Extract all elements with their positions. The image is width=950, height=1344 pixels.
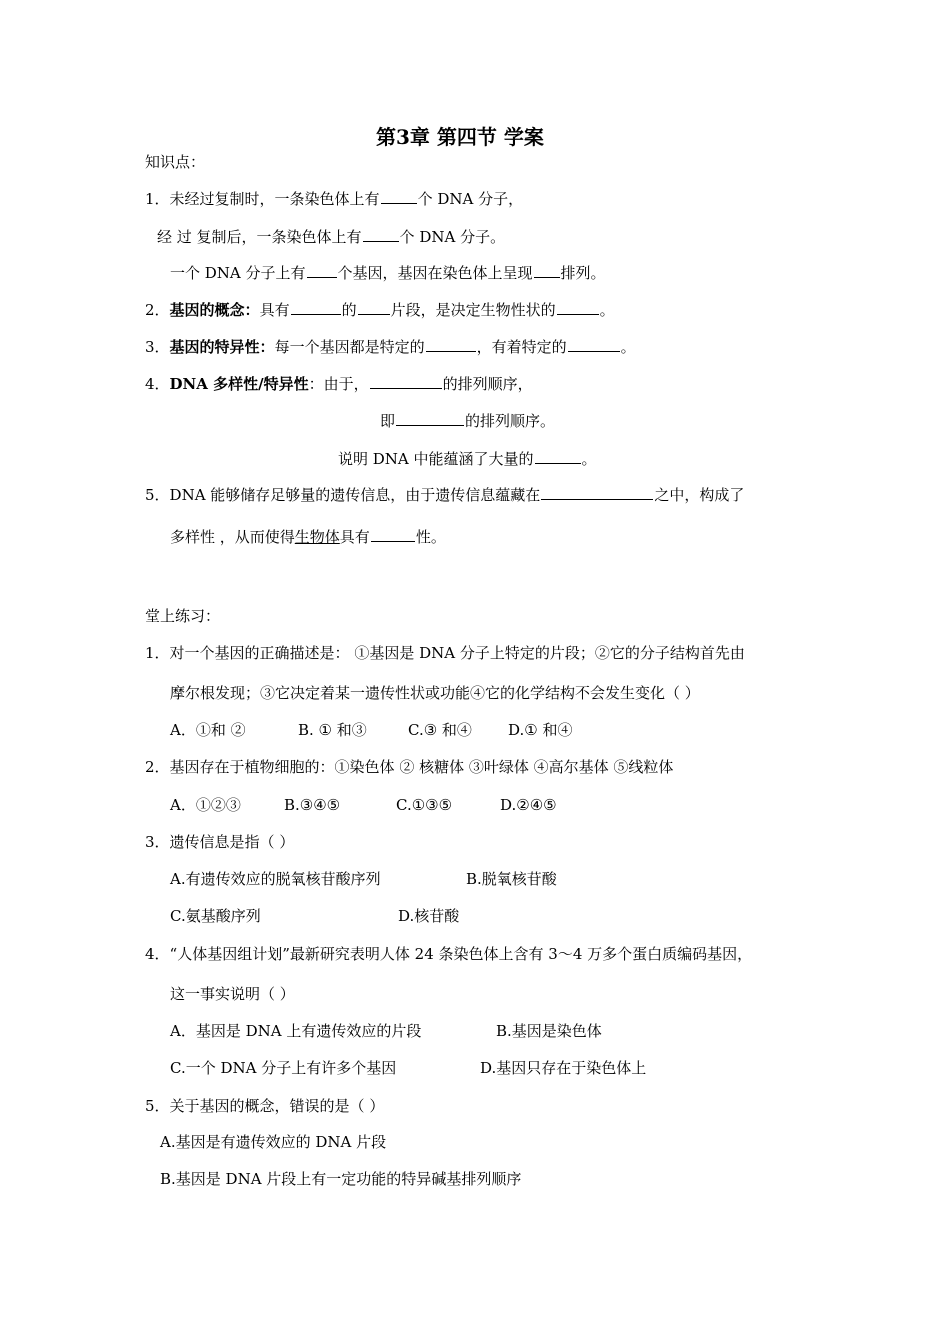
option-b: B.③④⑤ bbox=[284, 796, 341, 814]
knowledge-q4-line3 bbox=[338, 448, 597, 469]
question-number: 1． bbox=[145, 644, 170, 662]
text: 关于基因的概念，错误的是（ ） bbox=[169, 1097, 385, 1115]
text: “人体基因组计划”最新研究表明人体 24 条染色体上含有 3～4 万多个蛋白质编码基因， bbox=[169, 945, 753, 963]
knowledge-q1-line2 bbox=[157, 226, 505, 247]
question-number: 3． bbox=[145, 338, 170, 356]
fill-blank bbox=[568, 336, 620, 352]
text: 个 DNA 分子。 bbox=[399, 228, 506, 246]
option-b: B.脱氧核苷酸 bbox=[466, 870, 557, 888]
practice-q5-option-b: B.基因是 DNA 片段上有一定功能的特异碱基排列顺序 bbox=[160, 1170, 522, 1188]
practice-heading: 堂上练习： bbox=[145, 607, 221, 625]
practice-q4-options-row2 bbox=[170, 1058, 770, 1078]
text: 的 bbox=[341, 301, 357, 319]
practice-q1-line2: 摩尔根发现；③它决定着某一遗传性状或功能④它的化学结构不会发生变化（ ） bbox=[170, 684, 700, 702]
text: DNA 能够储存足够量的遗传信息，由于遗传信息蕴藏在 bbox=[169, 486, 541, 504]
knowledge-q5-line2 bbox=[170, 526, 446, 547]
knowledge-q3 bbox=[145, 336, 636, 357]
underlined-text: 生物体 bbox=[294, 528, 340, 546]
practice-q2-line1 bbox=[145, 757, 673, 777]
fill-blank bbox=[358, 299, 390, 315]
fill-blank bbox=[535, 448, 581, 464]
text: 基因存在于植物细胞的：①染色体 ② 核糖体 ③叶绿体 ④高尔基体 ⑤线粒体 bbox=[169, 758, 674, 776]
practice-q4-options-row1 bbox=[170, 1021, 770, 1041]
option-d: D.核苷酸 bbox=[398, 907, 460, 925]
knowledge-q4-line2 bbox=[380, 410, 555, 431]
text: 。 bbox=[581, 450, 597, 468]
option-c: C.①③⑤ bbox=[396, 796, 453, 814]
term-bold: 基因的特异性： bbox=[169, 338, 275, 356]
text: 性。 bbox=[415, 528, 446, 546]
fill-blank bbox=[534, 262, 560, 278]
text: 经 过 复制后，一条染色体上有 bbox=[157, 228, 362, 246]
knowledge-heading: 知识点： bbox=[145, 153, 206, 171]
practice-q3-options-row1 bbox=[170, 869, 770, 889]
question-number: 5． bbox=[145, 486, 170, 504]
practice-q5-line1 bbox=[145, 1096, 384, 1116]
fill-blank bbox=[381, 188, 417, 204]
fill-blank bbox=[396, 410, 464, 426]
fill-blank bbox=[426, 336, 476, 352]
option-c: C.氨基酸序列 bbox=[170, 907, 261, 925]
text: 片段，是决定生物性状的 bbox=[390, 301, 556, 319]
practice-q2-options bbox=[170, 795, 770, 815]
question-number: 2． bbox=[145, 758, 170, 776]
option-a: A.有遗传效应的脱氧核苷酸序列 bbox=[170, 870, 381, 888]
option-d: D.① 和④ bbox=[508, 721, 573, 739]
question-number: 2． bbox=[145, 301, 170, 319]
page-title: 第3章 第四节 学案 bbox=[376, 125, 544, 149]
text: 遗传信息是指（ ） bbox=[169, 833, 295, 851]
question-number: 1． bbox=[145, 190, 170, 208]
text: 说明 DNA 中能蕴涵了大量的 bbox=[338, 450, 534, 468]
knowledge-q4-line1 bbox=[145, 373, 533, 394]
text: 。 bbox=[599, 301, 615, 319]
option-c: C.③ 和④ bbox=[408, 721, 472, 739]
text: 排列。 bbox=[560, 264, 606, 282]
option-d: D.基因只存在于染色体上 bbox=[480, 1059, 647, 1077]
option-b: B.基因是染色体 bbox=[496, 1022, 602, 1040]
question-number: 5． bbox=[145, 1097, 170, 1115]
term-bold: 基因的概念： bbox=[169, 301, 260, 319]
text: 个基因，基因在染色体上呈现 bbox=[337, 264, 533, 282]
knowledge-q1-line3 bbox=[170, 262, 606, 283]
option-b: B. ① 和③ bbox=[298, 721, 367, 739]
knowledge-q5-line1 bbox=[145, 484, 744, 505]
practice-q1-line1 bbox=[145, 643, 745, 663]
practice-q3-options-row2 bbox=[170, 906, 770, 926]
practice-q4-line1 bbox=[145, 944, 752, 964]
option-a: A．①②③ bbox=[170, 796, 241, 814]
question-number: 4． bbox=[145, 375, 170, 393]
text: 个 DNA 分子， bbox=[417, 190, 524, 208]
text: 。 bbox=[620, 338, 636, 356]
fill-blank bbox=[371, 526, 415, 542]
practice-q5-option-a: A.基因是有遗传效应的 DNA 片段 bbox=[160, 1133, 387, 1151]
fill-blank bbox=[307, 262, 337, 278]
term-bold: DNA 多样性/特异性 bbox=[169, 375, 309, 393]
question-number: 3． bbox=[145, 833, 170, 851]
text: 具有 bbox=[259, 301, 290, 319]
fill-blank bbox=[557, 299, 599, 315]
fill-blank bbox=[541, 484, 653, 500]
text: 一个 DNA 分子上有 bbox=[170, 264, 306, 282]
option-c: C.一个 DNA 分子上有许多个基因 bbox=[170, 1059, 397, 1077]
practice-q3-line1 bbox=[145, 832, 294, 852]
practice-q1-options bbox=[170, 720, 770, 740]
text: 多样性 ，从而使得 bbox=[170, 528, 295, 546]
text: 对一个基因的正确描述是： ①基因是 DNA 分子上特定的片段；②它的分子结构首先由 bbox=[169, 644, 745, 662]
practice-q4-line2: 这一事实说明（ ） bbox=[170, 985, 295, 1003]
option-a: A．①和 ② bbox=[170, 721, 246, 739]
text: 未经过复制时，一条染色体上有 bbox=[169, 190, 380, 208]
option-d: D.②④⑤ bbox=[500, 796, 557, 814]
text: 具有 bbox=[339, 528, 370, 546]
option-a: A．基因是 DNA 上有遗传效应的片段 bbox=[170, 1022, 422, 1040]
text: 的排列顺序， bbox=[442, 375, 533, 393]
text: 的排列顺序。 bbox=[465, 412, 556, 430]
fill-blank bbox=[370, 373, 442, 389]
knowledge-q1-line1 bbox=[145, 188, 523, 209]
text: 每一个基因都是特定的 bbox=[274, 338, 425, 356]
question-number: 4． bbox=[145, 945, 170, 963]
text: ：由于， bbox=[308, 375, 369, 393]
knowledge-q2 bbox=[145, 299, 615, 320]
text: ，有着特定的 bbox=[476, 338, 567, 356]
text: 即 bbox=[380, 412, 396, 430]
fill-blank bbox=[291, 299, 341, 315]
text: 之中，构成了 bbox=[654, 486, 745, 504]
fill-blank bbox=[363, 226, 399, 242]
